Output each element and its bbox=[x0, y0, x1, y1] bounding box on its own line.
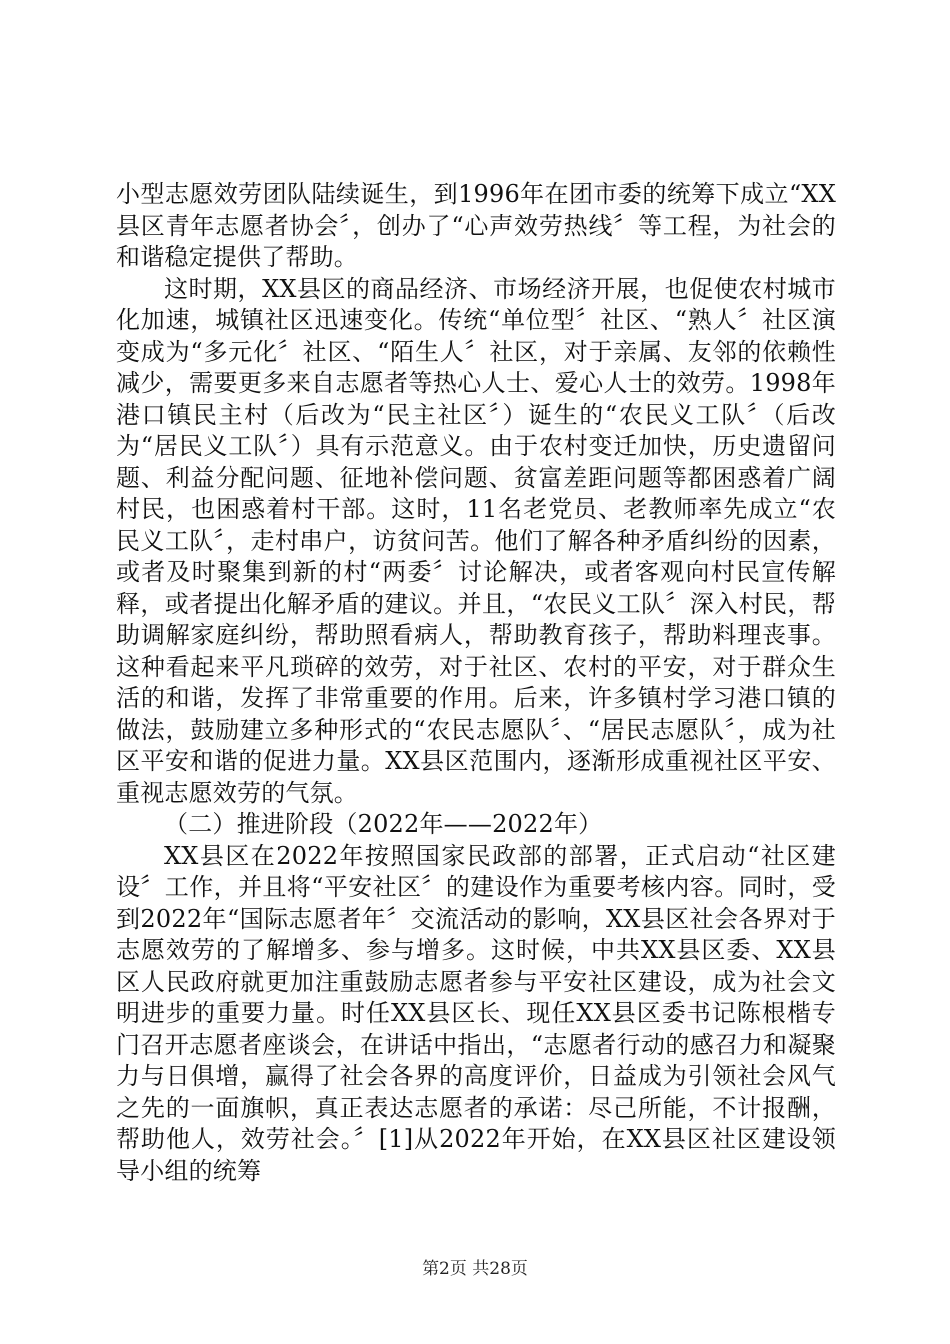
paragraph-promotion-stage: XX县区在2022年按照国家民政部的部署，正式启动“社区建设〞工作，并且将“平安社区〞的建设作为重要考核内容。同时，受到2022年“国际志愿者年〞交流活动的影响，XX县区社会各界对于志愿效劳的了解增多、参与增多。这时候，中共XX县区委、XX县区人民政府就更加注重鼓励志愿者参与平安社区建设，成为社会文明进步的重要力量。时任XX县区长、现任XX县区委书记陈根楷专门召开志愿者座谈会，在讲话中指出，“志愿者行动的感召力和凝聚力与日俱增，赢得了社会各界的高度评价，日益成为引领社会风气之先的一面旗帜，真正表达志愿者的承诺：尽己所能，不计报酬，帮助他人，效劳社会。〞[1]从2022年开始，在XX县区社区建设领导小组的统筹 bbox=[116, 841, 836, 1185]
paragraph-development-period: 这时期，XX县区的商品经济、市场经济开展，也促使农村城市化加速，城镇社区迅速变化。传统“单位型〞社区、“熟人〞社区演变成为“多元化〞社区、“陌生人〞社区，对于亲属、友邻的依赖性减少，需要更多来自志愿者等热心人士、爱心人士的效劳。1998年港口镇民主村（后改为“民主社区〞）诞生的“农民义工队〞（后改为“居民义工队〞）具有示范意义。由于农村变迁加快，历史遗留问题、利益分配问题、征地补偿问题、贫富差距问题等都困惑着广阔村民，也困惑着村干部。这时，11名老党员、老教师率先成立“农民义工队〞，走村串户，访贫问苦。他们了解各种矛盾纠纷的因素，或者及时聚集到新的村“两委〞讨论解决，或者客观向村民宣传解释，或者提出化解矛盾的建议。并且，“农民义工队〞深入村民，帮助调解家庭纠纷，帮助照看病人，帮助教育孩子，帮助料理丧事。这种看起来平凡琐碎的效劳，对于社区、农村的平安，对于群众生活的和谐，发挥了非常重要的作用。后来，许多镇村学习港口镇的做法，鼓励建立多种形式的“农民志愿队〞、“居民志愿队〞，成为社区平安和谐的促进力量。XX县区范围内，逐渐形成重视社区平安、重视志愿效劳的气氛。 bbox=[116, 274, 836, 807]
section-heading: （二）推进阶段（2022年——2022年） bbox=[164, 810, 603, 838]
page-footer: 第2页 共28页 bbox=[422, 1259, 528, 1279]
paragraph-continuation: 小型志愿效劳团队陆续诞生，到1996年在团市委的统筹下成立“XX县区青年志愿者协会〞，创办了“心声效劳热线〞等工程，为社会的和谐稳定提供了帮助。 bbox=[116, 180, 836, 271]
document-body bbox=[116, 179, 836, 1187]
